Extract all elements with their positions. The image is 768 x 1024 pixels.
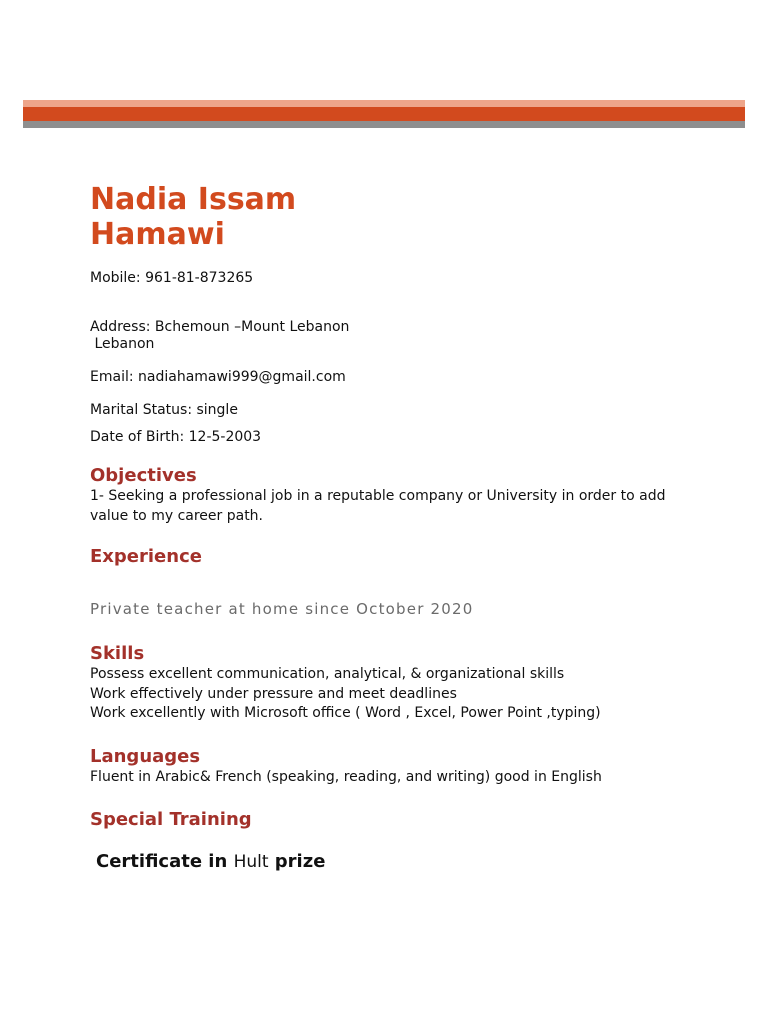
date-of-birth-line: Date of Birth: 12-5-2003 bbox=[90, 429, 262, 445]
mobile-line: Mobile: 961-81-873265 bbox=[90, 270, 254, 286]
skills-item: Work effectively under pressure and meet deadlines bbox=[90, 685, 457, 702]
special-training-heading: Special Training bbox=[90, 809, 252, 830]
candidate-name bbox=[90, 182, 690, 252]
experience-item: Private teacher at home since October 2020 bbox=[90, 600, 474, 618]
header-band-grey bbox=[23, 121, 745, 128]
candidate-name-line2: Hamawi bbox=[90, 217, 225, 252]
experience-heading: Experience bbox=[90, 546, 202, 567]
languages-text: Fluent in Arabic& French (speaking, reading, and writing) good in English bbox=[90, 768, 602, 785]
certificate-suffix: prize bbox=[268, 851, 326, 872]
objectives-text: 1- Seeking a professional job in a reputable company or University in order to add value to my career path. bbox=[90, 488, 666, 524]
languages-heading: Languages bbox=[90, 745, 201, 767]
certificate-prefix: Certificate in bbox=[96, 851, 234, 872]
address-line2: Lebanon bbox=[90, 336, 155, 352]
skills-heading: Skills bbox=[90, 643, 145, 664]
skills-item: Possess excellent communication, analytical, & organizational skills bbox=[90, 666, 565, 682]
address-line1: Address: Bchemoun –Mount Lebanon bbox=[90, 319, 350, 335]
certificate-name: Hult bbox=[233, 852, 269, 872]
certificate-line bbox=[96, 851, 690, 873]
resume-content bbox=[90, 182, 690, 873]
candidate-name-line1: Nadia Issam bbox=[90, 182, 297, 217]
email-line: Email: nadiahamawi999@gmail.com bbox=[90, 369, 346, 385]
objectives-heading: Objectives bbox=[90, 465, 197, 486]
marital-status-line: Marital Status: single bbox=[90, 402, 238, 418]
header-band-accent bbox=[23, 107, 745, 121]
header-band-light bbox=[23, 100, 745, 107]
skills-item: Work excellently with Microsoft office ( Word , Excel, Power Point ,typing) bbox=[90, 705, 601, 721]
address-block bbox=[90, 319, 690, 353]
